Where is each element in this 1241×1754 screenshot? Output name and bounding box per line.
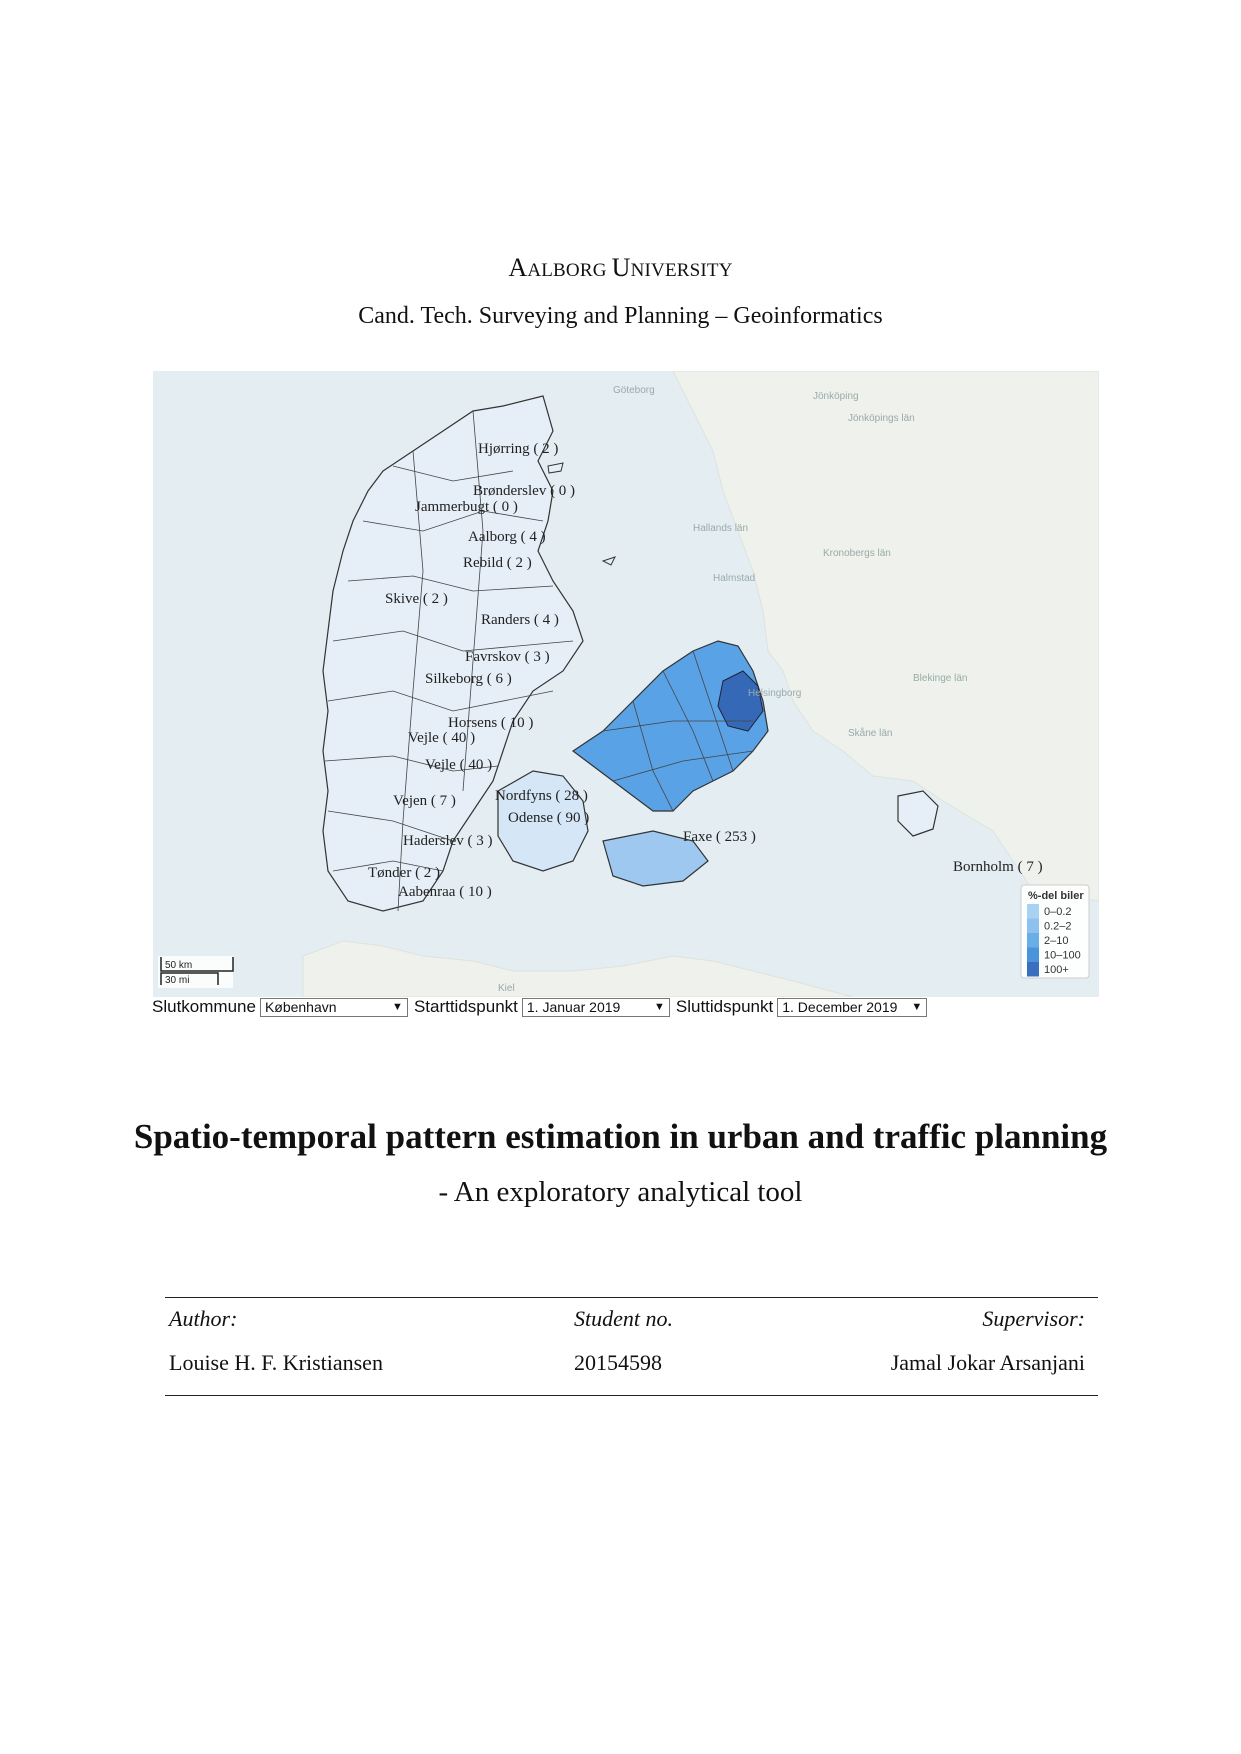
legend-swatch xyxy=(1027,962,1039,977)
place-jonkoping: Jönköping xyxy=(813,391,859,402)
legend-swatch xyxy=(1027,904,1039,919)
legend-swatch xyxy=(1027,948,1039,963)
label-bornholm: Bornholm ( 7 ) xyxy=(953,859,1043,875)
supervisor-name: Jamal Jokar Arsanjani xyxy=(890,1350,1085,1375)
place-kiel: Kiel xyxy=(498,983,515,994)
slutkommune-select[interactable] xyxy=(260,998,408,1017)
label-nordfyns: Nordfyns ( 28 ) xyxy=(495,788,588,804)
end-value: 1. December 2019 xyxy=(782,999,898,1015)
map-legend xyxy=(1021,885,1089,978)
label-odense: Odense ( 90 ) xyxy=(508,810,590,826)
place-jonkopings-lan: Jönköpings län xyxy=(848,413,915,424)
place-hallands-lan: Hallands län xyxy=(693,523,749,534)
legend-swatch xyxy=(1027,919,1039,934)
start-value: 1. Januar 2019 xyxy=(526,999,621,1015)
legend-label: 0–0.2 xyxy=(1044,906,1072,918)
place-halmstad: Halmstad xyxy=(713,573,756,584)
place-kronobergs-lan: Kronobergs län xyxy=(823,548,891,559)
label-haderslev: Haderslev ( 3 ) xyxy=(403,833,493,849)
label-rebild: Rebild ( 2 ) xyxy=(463,555,532,571)
label-vejle-a: Vejle ( 40 ) xyxy=(408,730,476,746)
place-skane-lan: Skåne län xyxy=(848,728,893,739)
author-label: Author: xyxy=(169,1306,238,1331)
label-favrskov: Favrskov ( 3 ) xyxy=(465,649,550,665)
scale-km: 50 km xyxy=(165,960,193,971)
slutkommune-label: Slutkommune xyxy=(152,997,256,1016)
place-goteborg: Göteborg xyxy=(613,385,655,396)
legend-label: 100+ xyxy=(1044,964,1069,976)
document-title: Spatio-temporal pattern estimation in urban and traffic planning xyxy=(133,1117,1108,1156)
program-name: Cand. Tech. Surveying and Planning – Geoinformatics xyxy=(358,303,883,329)
student-label: Student no. xyxy=(574,1306,673,1331)
scale-bar xyxy=(158,956,233,988)
chevron-down-icon: ▼ xyxy=(392,1001,403,1013)
label-bronderslev: Brønderslev ( 0 ) xyxy=(473,483,576,499)
student-number: 20154598 xyxy=(574,1350,662,1375)
place-blekinge-lan: Blekinge län xyxy=(913,673,968,684)
supervisor-label: Supervisor: xyxy=(982,1306,1085,1331)
legend-swatch xyxy=(1027,933,1039,948)
label-faxe: Faxe ( 253 ) xyxy=(683,829,756,845)
end-label: Sluttidspunkt xyxy=(675,997,774,1016)
map-controls xyxy=(152,996,1112,1018)
chevron-down-icon: ▼ xyxy=(654,1001,665,1013)
label-horsens: Horsens ( 10 ) xyxy=(448,715,534,731)
scale-mi: 30 mi xyxy=(165,975,190,986)
top-divider xyxy=(165,1297,1098,1298)
label-vejen: Vejen ( 7 ) xyxy=(393,793,456,809)
chevron-down-icon: ▼ xyxy=(911,1001,923,1013)
legend-label: 2–10 xyxy=(1044,935,1069,947)
label-aabenraa: Aabenraa ( 10 ) xyxy=(398,884,492,900)
end-select[interactable] xyxy=(777,998,927,1017)
document-subtitle: - An exploratory analytical tool xyxy=(438,1176,803,1208)
label-jammerbugt: Jammerbugt ( 0 ) xyxy=(415,499,518,515)
label-hjorring: Hjørring ( 2 ) xyxy=(478,441,559,457)
label-skive: Skive ( 2 ) xyxy=(385,591,448,607)
start-label: Starttidspunkt xyxy=(413,997,518,1016)
legend-title: %-del biler xyxy=(1028,890,1084,902)
slutkommune-value: København xyxy=(264,999,337,1015)
start-select[interactable] xyxy=(522,998,670,1017)
label-vejle-b: Vejle ( 40 ) xyxy=(425,757,493,773)
label-randers: Randers ( 4 ) xyxy=(481,612,559,628)
choropleth-map[interactable] xyxy=(153,371,1099,997)
label-aalborg: Aalborg ( 4 ) xyxy=(468,529,546,545)
legend-label: 0.2–2 xyxy=(1044,920,1072,933)
legend-label: 10–100 xyxy=(1044,949,1081,962)
label-tonder: Tønder ( 2 ) xyxy=(368,865,441,881)
author-name: Louise H. F. Kristiansen xyxy=(169,1350,383,1375)
place-helsingborg: Helsingborg xyxy=(748,688,802,699)
label-silkeborg: Silkeborg ( 6 ) xyxy=(425,671,512,687)
bottom-divider xyxy=(165,1395,1098,1396)
university-name: AALBORG UNIVERSITY xyxy=(508,253,733,282)
